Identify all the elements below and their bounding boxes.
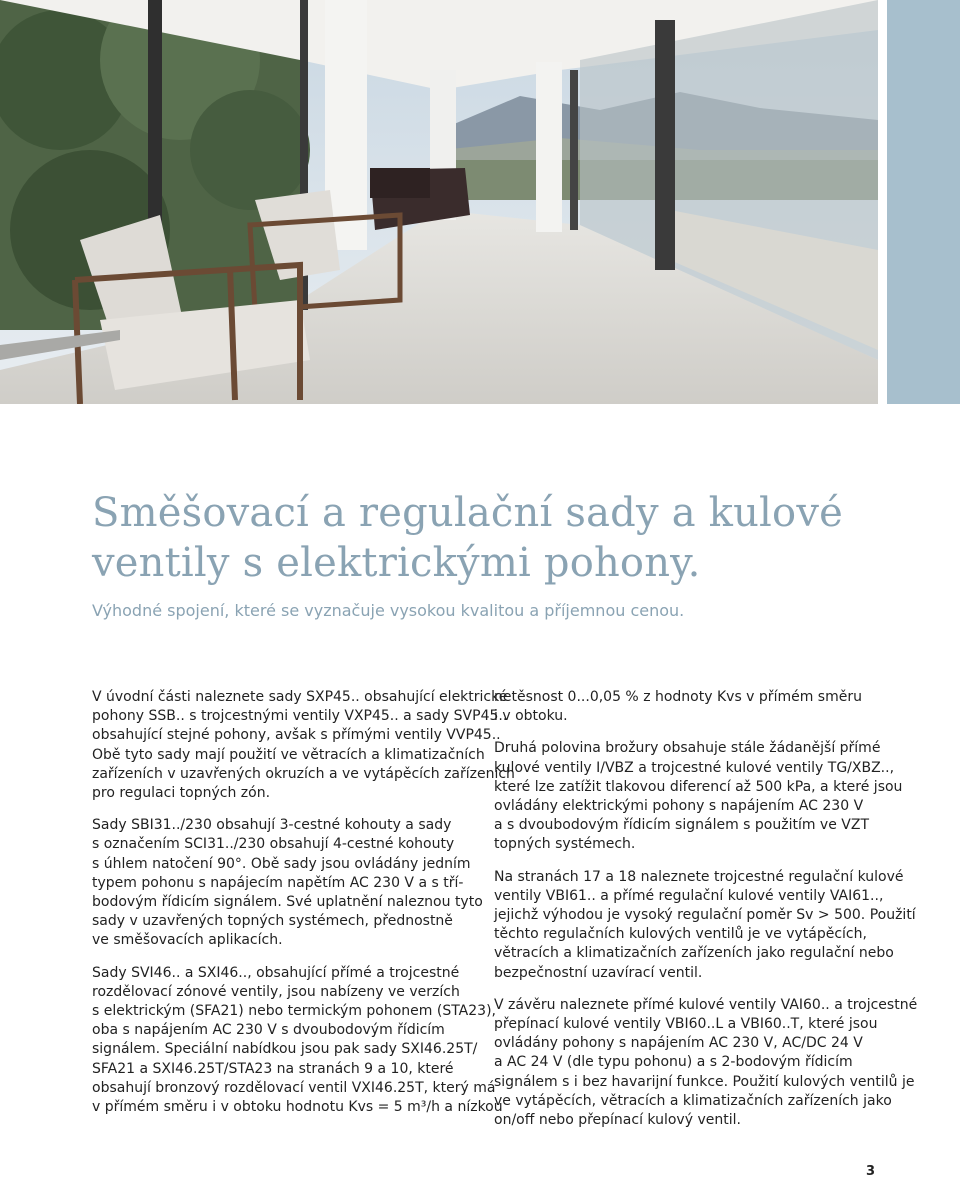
text-line: bodovým řídicím signálem. Své uplatnění naleznou tyto [92, 894, 483, 911]
text-line: on/off nebo přepínací kulový ventil. [494, 1112, 741, 1129]
text-line: netěsnost 0...0,05 % z hodnoty Kvs v přímém směru [494, 689, 862, 705]
text-line: sady v uzavřených topných systémech, přednostně [92, 913, 453, 930]
text-line: a AC 24 V (dle typu pohonu) a s 2-bodovým řídicím [494, 1054, 853, 1071]
text-line: Na stranách 17 a 18 naleznete trojcestné regulační kulové [494, 868, 904, 885]
text-line: ve směšovacích aplikacích. [92, 932, 283, 949]
interior-terrace-photo [0, 0, 878, 404]
text-line: V úvodní části naleznete sady SXP45.. obsahující elektrické [92, 689, 508, 705]
text-line: obsahující stejné pohony, avšak s přímými ventily VVP45.. [92, 727, 501, 744]
text-line: i v obtoku. [494, 708, 568, 725]
page-title [92, 488, 892, 588]
text-line: rozdělovací zónové ventily, jsou nabízeny ve verzích [92, 983, 460, 1000]
text-line: s úhlem natočení 90°. Obě sady jsou ovládány jedním [92, 855, 471, 872]
text-line: oba s napájením AC 230 V s dvoubodovým řídicím [92, 1022, 445, 1039]
text-line: s elektrickým (SFA21) nebo termickým pohonem (STA23), [92, 1003, 496, 1020]
text-line: signálem. Speciální nabídkou jsou pak sady SXI46.25T/ [92, 1041, 478, 1058]
text-line: bezpečnostní uzavírací ventil. [494, 964, 703, 981]
page-subtitle: Výhodné spojení, které se vyznačuje vysokou kvalitou a příjemnou cenou. [92, 601, 685, 620]
text-line: signálem s i bez havarijní funkce. Použití kulových ventilů je [494, 1073, 915, 1090]
text-line: V závěru naleznete přímé kulové ventily VAI60.. a trojcestné [494, 996, 918, 1013]
text-line: SFA21 a SXI46.25T/STA23 na stranách 9 a 10, které [92, 1060, 454, 1077]
text-line: Sady SVI46.. a SXI46.., obsahující přímé a trojcestné [92, 964, 460, 981]
text-line: typem pohonu s napájecím napětím AC 230 V a s tří- [92, 874, 464, 891]
paragraph [92, 816, 482, 950]
text-line: ovládány pohony s napájením AC 230 V, AC/DC 24 V [494, 1035, 863, 1052]
right-text-column [494, 688, 918, 1143]
text-line: ovládány elektrickými pohony s napájením AC 230 V [494, 798, 864, 815]
text-line: kulové ventily I/VBZ a trojcestné kulové ventily TG/XBZ.., [494, 759, 895, 776]
accent-sidebar [887, 0, 960, 404]
text-line: topných systémech. [494, 836, 636, 853]
text-line: které lze zatížit tlakovou diferencí až 500 kPa, a které jsou [494, 778, 903, 795]
text-line: ventily VBI61.. a přímé regulační kulové ventily VAI61.., [494, 887, 884, 904]
photo-illustration [0, 0, 878, 404]
text-line: v přímém směru i v obtoku hodnotu Kvs = 5 m³/h a nízkou [92, 1099, 503, 1116]
paragraph [92, 688, 515, 803]
paragraph [494, 688, 884, 726]
text-line: přepínací kulové ventily VBI60..L a VBI60..T, které jsou [494, 1016, 878, 1033]
paragraph [494, 996, 918, 1130]
paragraph [494, 739, 903, 854]
text-line: Obě tyto sady mají použití ve větracích a klimatizačních [92, 746, 485, 763]
text-line: s označením SCI31../230 obsahují 4-cestné kohouty [92, 836, 455, 853]
title-line: ventily s elektrickými pohony. [92, 540, 701, 586]
title-line: Směšovací a regulační sady a kulové [92, 490, 844, 536]
paragraph [92, 964, 503, 1118]
text-line: Sady SBI31../230 obsahují 3-cestné kohouty a sady [92, 817, 452, 834]
text-line: zařízeních v uzavřených okruzích a ve vytápěcích zařízeních [92, 765, 515, 782]
text-line: větracích a klimatizačních zařízeních jako regulační nebo [494, 945, 894, 962]
text-line: ve vytápěcích, větracích a klimatizačních zařízeních jako [494, 1092, 892, 1109]
text-line: a s dvoubodovým řídicím signálem s použitím ve VZT [494, 817, 869, 834]
paragraph [494, 868, 916, 983]
text-line: pohony SSB.. s trojcestnými ventily VXP45.. a sady SVP45.. [92, 708, 508, 725]
left-text-column [92, 688, 515, 1130]
text-line: obsahují bronzový rozdělovací ventil VXI46.25T, který má [92, 1079, 496, 1096]
text-line: Druhá polovina brožury obsahuje stále žádanější přímé [494, 740, 881, 757]
page-number: 3 [866, 1164, 876, 1179]
text-line: jejichž výhodou je vysoký regulační poměr Sv > 500. Použití [494, 907, 916, 924]
text-line: pro regulaci topných zón. [92, 785, 271, 802]
text-line: těchto regulačních kulových ventilů je ve vytápěcích, [494, 926, 867, 943]
